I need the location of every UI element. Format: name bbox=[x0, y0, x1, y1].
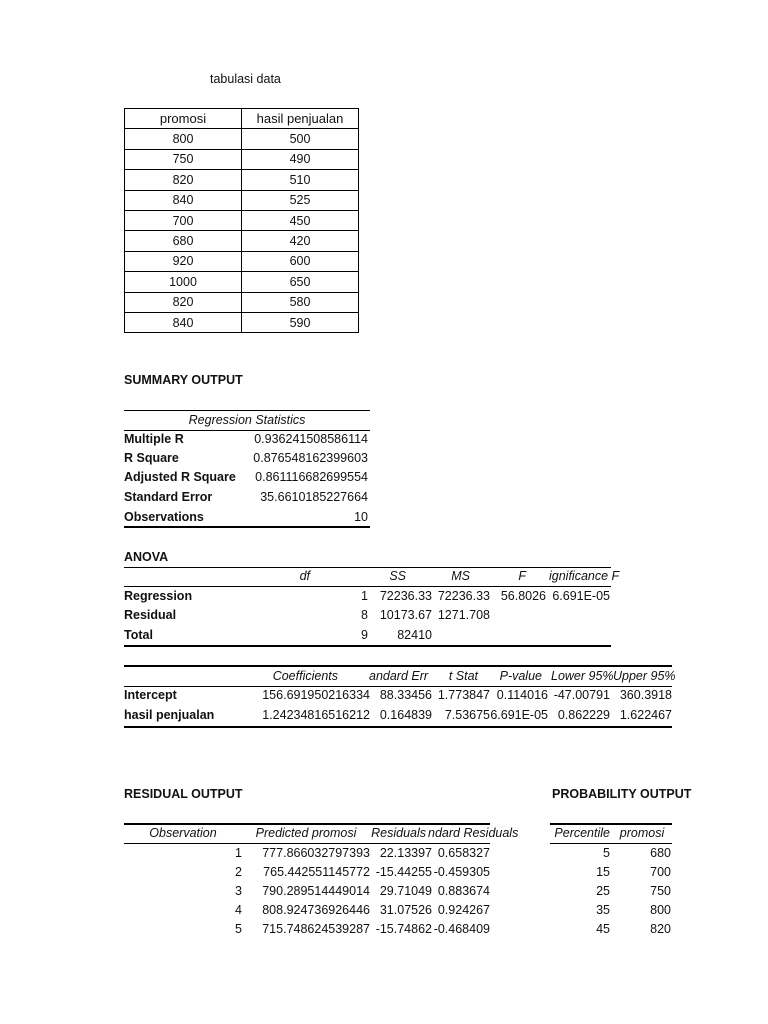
probability-value: 750 bbox=[650, 884, 671, 898]
coef-header-std-err: andard Err bbox=[369, 669, 429, 683]
anova-header-df: df bbox=[299, 569, 310, 583]
cell-penjualan: 650 bbox=[242, 272, 359, 292]
probability-title: PROBABILITY OUTPUT bbox=[552, 787, 692, 801]
probability-header-rule bbox=[550, 843, 672, 844]
residual-obs: 4 bbox=[235, 903, 242, 917]
table-row bbox=[125, 231, 359, 251]
reg-stats-header: Regression Statistics bbox=[188, 413, 306, 427]
coef-header-lower95: Lower 95% bbox=[551, 669, 614, 683]
cell-promosi: 820 bbox=[125, 292, 242, 312]
anova-sig: 6.691E-05 bbox=[552, 589, 610, 603]
table-row bbox=[125, 149, 359, 169]
cell-penjualan: 420 bbox=[242, 231, 359, 251]
anova-header-ms: MS bbox=[451, 569, 470, 583]
stat-value: 0.936241508586114 bbox=[254, 432, 368, 446]
coef-value: 1.24234816516212 bbox=[262, 708, 370, 722]
coef-row-label: hasil penjualan bbox=[124, 708, 215, 722]
coef-std-err: 0.164839 bbox=[379, 708, 432, 722]
coef-t-stat: 1.773847 bbox=[437, 688, 490, 702]
coef-value: 156.691950216334 bbox=[262, 688, 370, 702]
cell-promosi: 840 bbox=[125, 190, 242, 210]
cell-promosi: 920 bbox=[125, 251, 242, 271]
table-row bbox=[125, 170, 359, 190]
residual-header-predicted: Predicted promosi bbox=[255, 826, 357, 840]
anova-ss: 82410 bbox=[397, 628, 432, 642]
probability-header-percentile: Percentile bbox=[554, 826, 610, 840]
residual-predicted: 715.748624539287 bbox=[262, 922, 370, 936]
table-row bbox=[125, 312, 359, 332]
residual-header-std-residuals: ndard Residuals bbox=[428, 826, 519, 840]
anova-bottom-rule bbox=[124, 645, 611, 647]
anova-header-f: F bbox=[518, 569, 526, 583]
cell-penjualan: 600 bbox=[242, 251, 359, 271]
residual-value: -15.44255 bbox=[375, 865, 432, 879]
residual-header-rule bbox=[124, 843, 490, 844]
coef-lower95: -47.00791 bbox=[553, 688, 610, 702]
stat-label: R Square bbox=[124, 451, 179, 465]
probability-top-rule bbox=[550, 823, 672, 825]
header-promosi: promosi bbox=[125, 109, 242, 129]
stat-value: 10 bbox=[354, 510, 368, 524]
residual-top-rule bbox=[124, 823, 490, 825]
residual-value: -15.74862 bbox=[375, 922, 432, 936]
data-table bbox=[124, 108, 359, 333]
cell-penjualan: 490 bbox=[242, 149, 359, 169]
cell-promosi: 1000 bbox=[125, 272, 242, 292]
coef-upper95: 360.3918 bbox=[619, 688, 672, 702]
cell-promosi: 680 bbox=[125, 231, 242, 251]
cell-promosi: 840 bbox=[125, 312, 242, 332]
coef-upper95: 1.622467 bbox=[619, 708, 672, 722]
residual-std: 0.658327 bbox=[437, 846, 490, 860]
residual-value: 29.71049 bbox=[379, 884, 432, 898]
residual-obs: 5 bbox=[235, 922, 242, 936]
probability-percentile: 25 bbox=[596, 884, 610, 898]
stat-label: Standard Error bbox=[124, 490, 213, 504]
coef-header-coefficients: Coefficients bbox=[272, 669, 338, 683]
table-row bbox=[125, 272, 359, 292]
residual-value: 22.13397 bbox=[379, 846, 432, 860]
residual-obs: 3 bbox=[235, 884, 242, 898]
stat-value: 0.861116682699554 bbox=[255, 470, 368, 484]
residual-header-residuals: Residuals bbox=[371, 826, 426, 840]
anova-header-significance: ignificance F bbox=[549, 569, 620, 583]
coef-p-value: 0.114016 bbox=[496, 688, 548, 702]
stat-value: 0.876548162399603 bbox=[253, 451, 368, 465]
residual-predicted: 765.442551145772 bbox=[263, 865, 370, 879]
probability-percentile: 5 bbox=[603, 846, 610, 860]
anova-df: 9 bbox=[361, 628, 368, 642]
reg-stats-top-rule bbox=[124, 410, 370, 411]
stat-value: 35.6610185227664 bbox=[260, 490, 368, 504]
page-title: tabulasi data bbox=[210, 72, 281, 86]
probability-value: 820 bbox=[650, 922, 671, 936]
table-row bbox=[125, 210, 359, 230]
residual-predicted: 808.924736926446 bbox=[262, 903, 370, 917]
probability-value: 700 bbox=[650, 865, 671, 879]
cell-penjualan: 450 bbox=[242, 210, 359, 230]
anova-f: 56.8026 bbox=[500, 589, 546, 603]
residual-predicted: 777.866032797393 bbox=[262, 846, 370, 860]
residual-std: 0.883674 bbox=[437, 884, 490, 898]
header-hasil-penjualan: hasil penjualan bbox=[242, 109, 359, 129]
summary-title: SUMMARY OUTPUT bbox=[124, 373, 243, 387]
cell-promosi: 800 bbox=[125, 129, 242, 149]
coef-bottom-rule bbox=[124, 726, 672, 728]
data-table-header bbox=[125, 109, 359, 129]
residual-obs: 2 bbox=[235, 865, 242, 879]
table-row bbox=[125, 190, 359, 210]
residual-value: 31.07526 bbox=[379, 903, 432, 917]
coef-lower95: 0.862229 bbox=[557, 708, 610, 722]
probability-value: 800 bbox=[650, 903, 671, 917]
anova-top-rule bbox=[124, 567, 611, 568]
coef-row-label: Intercept bbox=[124, 688, 177, 702]
table-row bbox=[125, 251, 359, 271]
residual-title: RESIDUAL OUTPUT bbox=[124, 787, 243, 801]
anova-ss: 72236.33 bbox=[379, 589, 432, 603]
anova-df: 8 bbox=[361, 608, 368, 622]
residual-std: -0.468409 bbox=[433, 922, 490, 936]
probability-percentile: 35 bbox=[596, 903, 610, 917]
cell-promosi: 750 bbox=[125, 149, 242, 169]
coef-top-rule bbox=[124, 665, 672, 667]
table-row bbox=[125, 292, 359, 312]
stat-label: Observations bbox=[124, 510, 204, 524]
residual-std: -0.459305 bbox=[433, 865, 490, 879]
coef-p-value: 6.691E-05 bbox=[490, 708, 548, 722]
table-row bbox=[125, 129, 359, 149]
residual-std: 0.924267 bbox=[437, 903, 490, 917]
residual-predicted: 790.289514449014 bbox=[262, 884, 370, 898]
coef-header-p-value: P-value bbox=[499, 669, 542, 683]
residual-obs: 1 bbox=[235, 846, 242, 860]
probability-header-promosi: promosi bbox=[619, 826, 665, 840]
stat-label: Adjusted R Square bbox=[124, 470, 236, 484]
anova-header-rule bbox=[124, 586, 611, 587]
stat-label: Multiple R bbox=[124, 432, 184, 446]
cell-penjualan: 525 bbox=[242, 190, 359, 210]
anova-df: 1 bbox=[361, 589, 368, 603]
anova-row-label: Total bbox=[124, 628, 153, 642]
cell-promosi: 700 bbox=[125, 210, 242, 230]
anova-ms: 72236.33 bbox=[437, 589, 490, 603]
reg-stats-header-rule bbox=[124, 430, 370, 431]
anova-row-label: Residual bbox=[124, 608, 177, 622]
anova-header-ss: SS bbox=[389, 569, 406, 583]
anova-ss: 10173.67 bbox=[379, 608, 432, 622]
residual-header-observation: Observation bbox=[149, 826, 217, 840]
probability-percentile: 45 bbox=[596, 922, 610, 936]
coef-header-rule bbox=[124, 686, 672, 687]
anova-row-label: Regression bbox=[124, 589, 193, 603]
anova-ms: 1271.708 bbox=[437, 608, 490, 622]
probability-percentile: 15 bbox=[596, 865, 610, 879]
coef-t-stat: 7.53675 bbox=[444, 708, 490, 722]
cell-penjualan: 500 bbox=[242, 129, 359, 149]
probability-value: 680 bbox=[650, 846, 671, 860]
cell-penjualan: 590 bbox=[242, 312, 359, 332]
cell-penjualan: 580 bbox=[242, 292, 359, 312]
coef-std-err: 88.33456 bbox=[379, 688, 432, 702]
coef-header-t-stat: t Stat bbox=[448, 669, 478, 683]
coef-header-upper95: Upper 95% bbox=[613, 669, 676, 683]
cell-penjualan: 510 bbox=[242, 170, 359, 190]
cell-promosi: 820 bbox=[125, 170, 242, 190]
reg-stats-bottom-rule bbox=[124, 526, 370, 528]
anova-title: ANOVA bbox=[124, 550, 169, 564]
